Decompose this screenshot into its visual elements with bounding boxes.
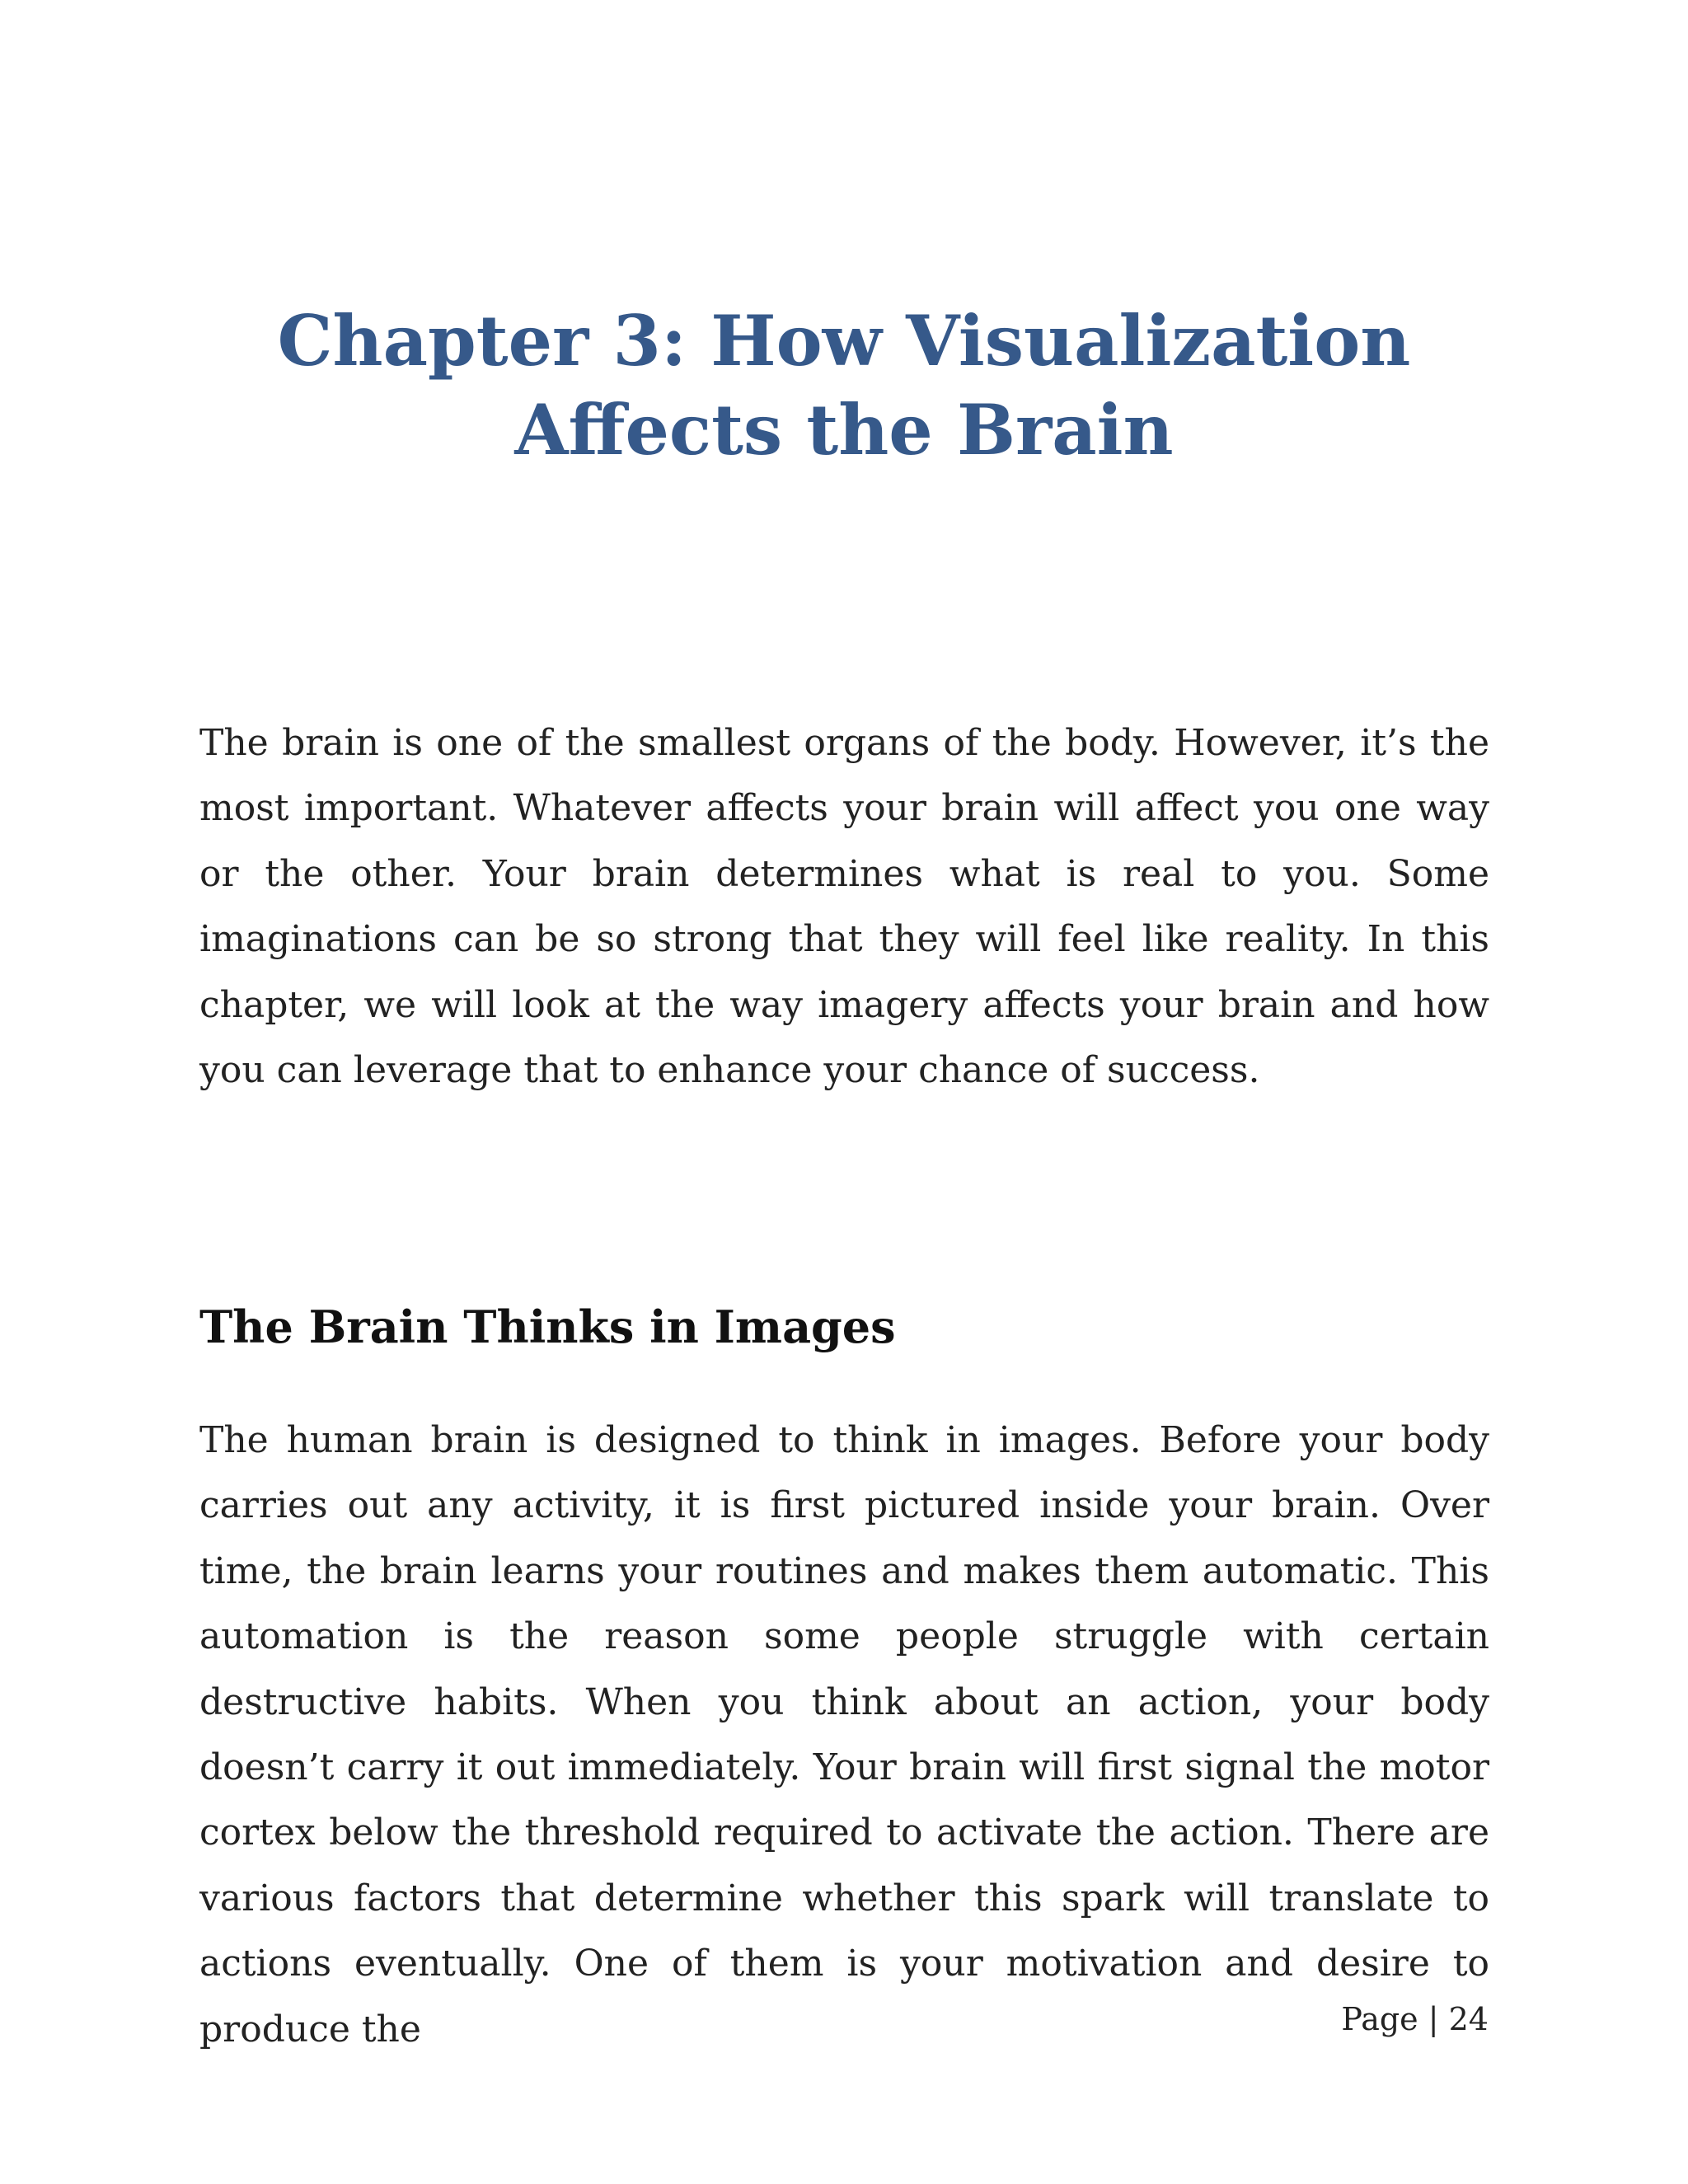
intro-section <box>199 710 1489 1103</box>
section-paragraph: The human brain is designed to think in images. Before your body carries out any activity, it is first pictured inside your brain. Over time, the brain learns your routines and makes them automatic. This automation is the reason some people struggle with certain destructive habits. When you think about an action, your body doesn’t carry it out immediately. Your brain will first signal the motor cortex below the threshold required to activate the action. There are various factors that determine whether this spark will translate to actions eventually. One of them is your motivation and desire to produce the <box>199 1419 1489 2050</box>
intro-paragraph: The brain is one of the smallest organs of the body. However, it’s the most important. Whatever affects your brain will affect you one way or the other. Your brain determines what is real to you. Some imaginations can be so strong that they will feel like reality. In this chapter, we will look at the way imagery affects your brain and how you can leverage that to enhance your chance of success. <box>199 722 1489 1092</box>
section-body <box>199 1408 1489 2062</box>
section-heading: The Brain Thinks in Images <box>199 1301 896 1353</box>
chapter-title: Chapter 3: How Visualization Affects the Brain <box>277 300 1411 471</box>
page-number: Page | 24 <box>1341 2001 1489 2037</box>
